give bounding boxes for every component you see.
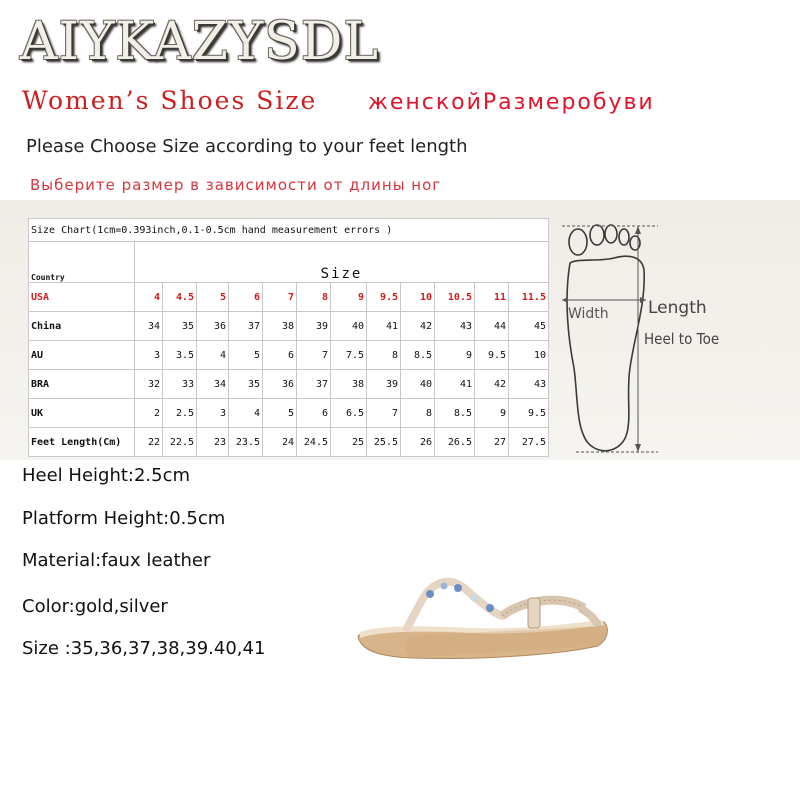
size-chart-cell: 36 — [263, 370, 297, 399]
size-chart-row — [29, 341, 549, 370]
size-chart-cell: 44 — [475, 312, 509, 341]
size-chart-cell: 6.5 — [331, 399, 367, 428]
size-chart-cell: 36 — [197, 312, 229, 341]
size-chart-cell: 40 — [331, 312, 367, 341]
size-header: Size — [135, 242, 549, 283]
size-chart-cell: 6 — [297, 399, 331, 428]
size-chart-row — [29, 399, 549, 428]
spec-sizes: Size :35,36,37,38,39.40,41 — [22, 638, 266, 659]
size-chart-cell: 7 — [263, 283, 297, 312]
size-chart-row-label: China — [29, 312, 135, 341]
spec-color: Color:gold,silver — [22, 596, 168, 617]
size-chart-cell: 3 — [197, 399, 229, 428]
size-chart-cell: 9 — [475, 399, 509, 428]
size-chart-cell: 33 — [163, 370, 197, 399]
size-chart-cell: 42 — [401, 312, 435, 341]
size-chart-cell: 11 — [475, 283, 509, 312]
instruction-russian: Выберите размер в зависимости от длины ног — [30, 176, 442, 194]
size-chart-cell: 11.5 — [509, 283, 549, 312]
size-chart-cell: 43 — [435, 312, 475, 341]
size-chart-cell: 22 — [135, 428, 163, 457]
size-chart-cell: 7.5 — [331, 341, 367, 370]
size-chart-cell: 4 — [135, 283, 163, 312]
size-chart-cell: 9 — [435, 341, 475, 370]
size-chart-cell: 45 — [509, 312, 549, 341]
sandal-ankle-strap-icon — [502, 600, 584, 616]
size-chart-cell: 5 — [229, 341, 263, 370]
size-chart-row-label: USA — [29, 283, 135, 312]
size-chart-cell: 8 — [401, 399, 435, 428]
foot-outline-icon — [567, 225, 644, 451]
size-chart-cell: 26 — [401, 428, 435, 457]
size-chart-cell: 35 — [163, 312, 197, 341]
size-chart-cell: 8.5 — [401, 341, 435, 370]
size-chart-cell: 4 — [229, 399, 263, 428]
size-chart-cell: 38 — [263, 312, 297, 341]
size-chart-row — [29, 283, 549, 312]
size-chart-cell: 38 — [331, 370, 367, 399]
size-chart-cell: 5 — [197, 283, 229, 312]
country-header: Country — [29, 242, 135, 283]
size-chart-cell: 27.5 — [509, 428, 549, 457]
size-chart-cell: 37 — [297, 370, 331, 399]
size-chart-cell: 34 — [197, 370, 229, 399]
size-chart-cell: 9.5 — [367, 283, 401, 312]
size-chart-cell: 7 — [297, 341, 331, 370]
size-chart-cell: 9.5 — [509, 399, 549, 428]
length-label: Length — [648, 298, 707, 318]
size-chart-cell: 25 — [331, 428, 367, 457]
size-chart-cell: 37 — [229, 312, 263, 341]
size-chart-cell: 26.5 — [435, 428, 475, 457]
size-chart-cell: 8 — [367, 341, 401, 370]
size-chart-cell: 10.5 — [435, 283, 475, 312]
size-chart-cell: 3.5 — [163, 341, 197, 370]
brand-logo-text: AIYKAZYSDL — [20, 12, 380, 72]
size-chart-cell: 3 — [135, 341, 163, 370]
spec-platform-height: Platform Height:0.5cm — [22, 508, 226, 529]
size-chart-row-label: Feet Length(Cm) — [29, 428, 135, 457]
size-chart-cell: 27 — [475, 428, 509, 457]
size-chart-row-label: AU — [29, 341, 135, 370]
size-chart-cell: 8.5 — [435, 399, 475, 428]
heel-to-toe-label: Heel to Toe — [644, 330, 720, 348]
size-chart-cell: 43 — [509, 370, 549, 399]
size-chart-cell: 40 — [401, 370, 435, 399]
width-label: Width — [568, 306, 609, 322]
spec-heel-height: Heel Height:2.5cm — [22, 465, 191, 486]
size-chart-row — [29, 428, 549, 457]
size-chart-cell: 24.5 — [297, 428, 331, 457]
size-chart-cell: 4.5 — [163, 283, 197, 312]
size-chart-cell: 9.5 — [475, 341, 509, 370]
spec-material: Material:faux leather — [22, 550, 211, 571]
size-chart-table — [28, 218, 548, 456]
size-chart-row-label: UK — [29, 399, 135, 428]
size-chart-cell: 2 — [135, 399, 163, 428]
size-chart-cell: 23.5 — [229, 428, 263, 457]
size-chart-cell: 10 — [509, 341, 549, 370]
size-chart-cell: 5 — [263, 399, 297, 428]
size-chart-cell: 35 — [229, 370, 263, 399]
size-chart-cell: 6 — [229, 283, 263, 312]
size-chart-cell: 22.5 — [163, 428, 197, 457]
size-chart-row-label: BRA — [29, 370, 135, 399]
size-chart-cell: 41 — [435, 370, 475, 399]
size-chart-cell: 9 — [331, 283, 367, 312]
size-chart-cell: 24 — [263, 428, 297, 457]
sandal-product-image — [352, 570, 612, 670]
size-chart-cell: 39 — [297, 312, 331, 341]
size-chart-cell: 42 — [475, 370, 509, 399]
size-chart-row — [29, 370, 549, 399]
size-chart-cell: 23 — [197, 428, 229, 457]
size-chart-row — [29, 312, 549, 341]
size-chart-cell: 39 — [367, 370, 401, 399]
size-chart-caption: Size Chart(1cm=0.393inch,0.1-0.5cm hand measurement errors ) — [29, 219, 549, 242]
title-russian: женскойРазмеробуви — [368, 90, 655, 115]
size-chart-cell: 25.5 — [367, 428, 401, 457]
size-chart-cell: 7 — [367, 399, 401, 428]
size-chart-cell: 4 — [197, 341, 229, 370]
size-chart-cell: 32 — [135, 370, 163, 399]
size-chart-cell: 8 — [297, 283, 331, 312]
header-banner — [0, 0, 800, 200]
size-chart-cell: 34 — [135, 312, 163, 341]
size-chart-cell: 6 — [263, 341, 297, 370]
size-chart-cell: 10 — [401, 283, 435, 312]
instruction-english: Please Choose Size according to your feet length — [26, 136, 468, 157]
size-chart-cell: 41 — [367, 312, 401, 341]
title-english: Women’s Shoes Size — [22, 86, 318, 115]
size-chart-cell: 2.5 — [163, 399, 197, 428]
